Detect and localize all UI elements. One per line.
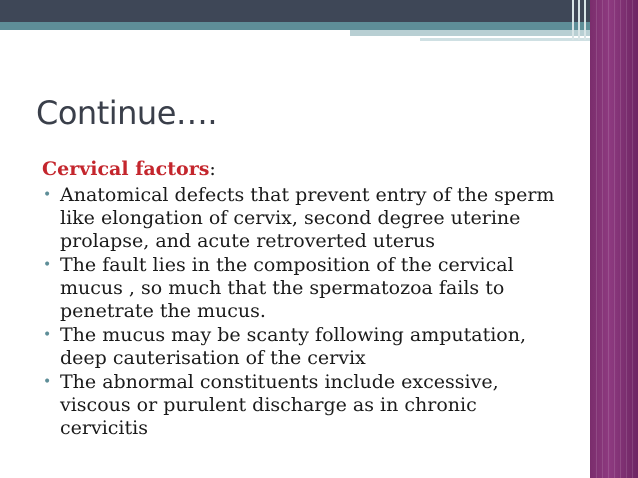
- top-bar-dark: [0, 0, 590, 22]
- heading-suffix: :: [209, 158, 216, 180]
- top-bar-teal: [0, 22, 590, 30]
- top-divider-line: [584, 0, 586, 40]
- bullet-icon: •: [43, 187, 52, 203]
- side-band: [590, 0, 638, 478]
- bullet-text: The fault lies in the composition of the cervical mucus , so much that the spermatozoa fails to penetrate the mucus.: [60, 254, 514, 322]
- side-band-stripe: [602, 0, 603, 478]
- bullet-text: The mucus may be scanty following amputation, deep cauterisation of the cervix: [60, 324, 527, 369]
- list-item: [42, 324, 562, 370]
- side-band-stripe: [620, 0, 621, 478]
- top-divider-line: [578, 0, 580, 40]
- bullet-icon: •: [43, 327, 52, 343]
- list-item: [42, 254, 562, 323]
- top-divider-line: [572, 0, 574, 40]
- side-band-stripe: [626, 0, 627, 478]
- side-band-stripe: [596, 0, 597, 478]
- bullet-text: The abnormal constituents include excessive, viscous or purulent discharge as in chronic cervicitis: [60, 371, 499, 439]
- bullet-icon: •: [43, 374, 52, 390]
- list-item: [42, 371, 562, 440]
- bullet-list: [42, 184, 562, 440]
- side-band-stripe: [608, 0, 609, 478]
- section-heading: [42, 158, 562, 181]
- bullet-icon: •: [43, 257, 52, 273]
- slide-title: Continue….: [36, 94, 218, 132]
- side-band-stripe: [614, 0, 615, 478]
- top-bar-accent: [350, 30, 590, 36]
- heading-label: Cervical factors: [42, 158, 210, 180]
- bullet-text: Anatomical defects that prevent entry of the sperm like elongation of cervix, second degree uterine prolapse, and acute retroverted uterus: [60, 184, 555, 252]
- side-band-stripe: [632, 0, 633, 478]
- top-bar-accent-thin: [420, 38, 590, 41]
- slide-content: [42, 158, 562, 441]
- list-item: [42, 184, 562, 253]
